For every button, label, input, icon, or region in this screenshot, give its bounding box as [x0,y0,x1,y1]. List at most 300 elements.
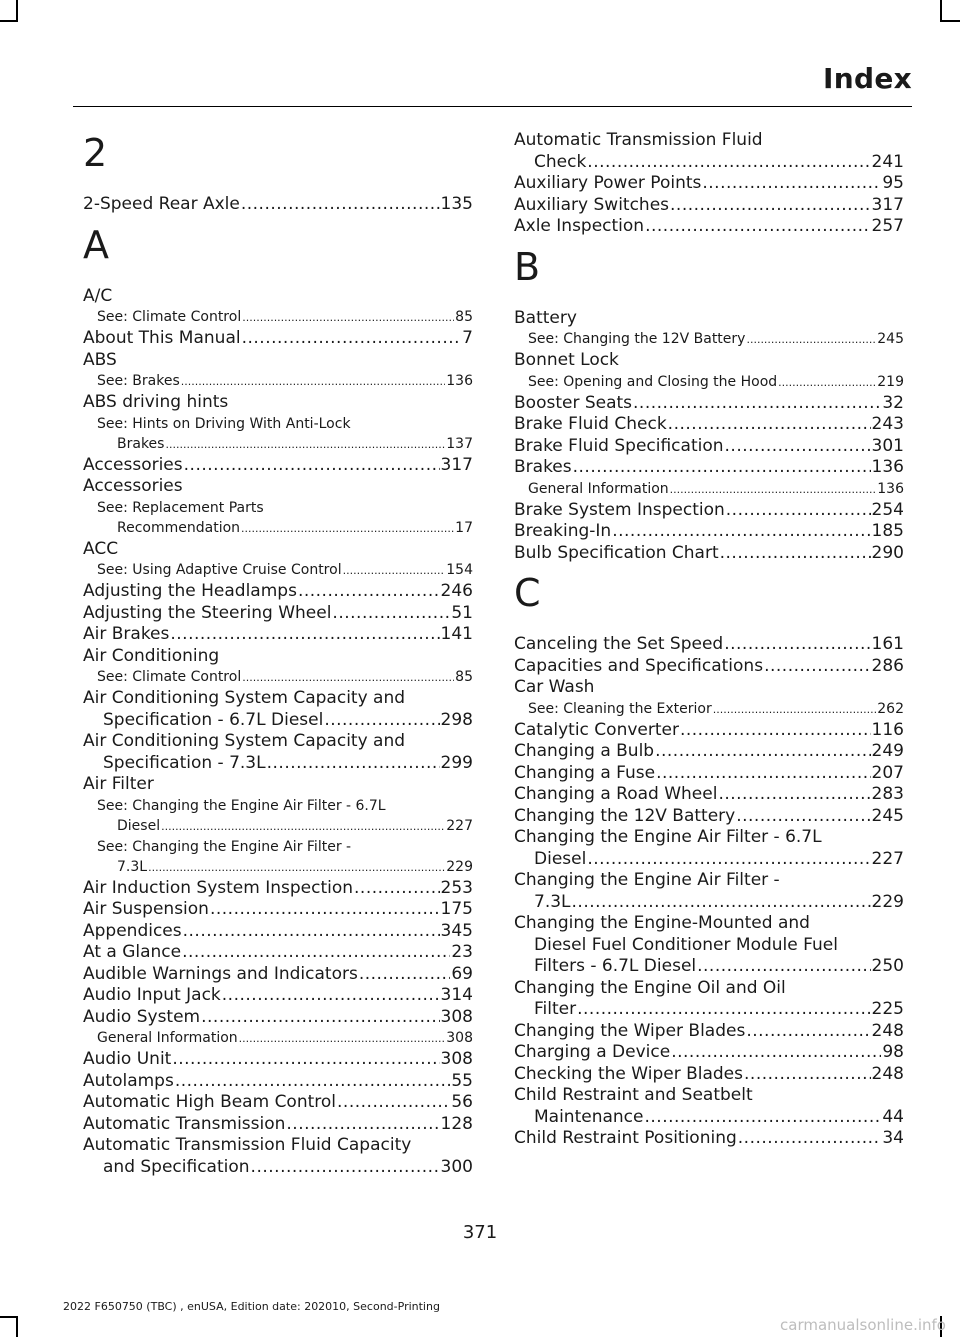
dot-leader [222,985,440,1007]
entry-line [97,667,473,688]
entry-line [514,656,904,678]
index-subentry[interactable] [83,1028,473,1049]
page-ref[interactable]: 98 [882,1042,904,1062]
entry-text: Specification - 7.3L [103,752,266,773]
index-entry[interactable] [83,603,473,625]
dot-leader [241,518,454,539]
index-entry[interactable] [514,870,904,913]
page-ref[interactable]: 44 [882,1106,904,1127]
entry-line [83,731,473,753]
entry-line [528,479,904,500]
entry-line [83,899,473,921]
index-entry[interactable] [83,1114,473,1136]
page-ref[interactable]: 253 [440,877,473,898]
page-ref[interactable]: 257 [871,216,904,236]
dot-leader [702,173,881,195]
index-entry[interactable] [83,942,473,964]
index-entry[interactable] [514,763,904,785]
dot-leader [181,371,446,392]
entry-text: Maintenance [534,1106,644,1127]
entry-text: Brake Fluid Specification [514,435,724,456]
entry-line [514,827,904,849]
entry-line [514,784,904,806]
entry-text: Changing the Engine Air Filter - 6.7L [514,827,822,847]
page-ref[interactable]: 301 [871,435,904,456]
index-entry[interactable] [514,1128,904,1150]
entry-line [97,434,473,455]
index-entry[interactable] [514,634,904,656]
index-subentry[interactable] [83,560,473,581]
page-ref[interactable]: 136 [877,480,904,497]
dot-leader [242,307,454,328]
dot-leader [251,1157,440,1179]
entry-line [83,985,473,1007]
index-entry[interactable] [514,195,904,217]
index-subentry[interactable] [83,667,473,688]
page-ref[interactable]: 317 [871,194,904,215]
crop-mark [16,0,18,22]
entry-line [528,372,904,393]
entry-text: Air Conditioning System Capacity and [83,688,406,708]
entry-line [514,1107,904,1129]
entry-line [97,414,473,434]
entry-line [97,837,473,857]
index-entry[interactable] [83,985,473,1007]
crop-mark [940,20,960,22]
entry-line [83,753,473,775]
entry-line [514,500,904,522]
index-entry[interactable] [514,500,904,522]
index-heading: Air Conditioning [83,645,220,666]
entry-line [514,457,904,479]
dot-leader [670,479,877,500]
index-subentry[interactable] [514,699,904,720]
index-entry[interactable] [83,328,473,350]
dot-leader [241,194,440,216]
dot-leader [242,328,462,350]
entry-text: Changing the Engine-Mounted and [514,913,810,933]
page-ref[interactable]: 85 [455,309,473,325]
page-ref[interactable]: 17 [455,519,473,536]
index-entry[interactable] [83,1007,473,1029]
entry-text: Automatic High Beam Control [83,1092,337,1112]
entry-line [514,436,904,458]
dot-leader [644,1107,881,1129]
page-ref[interactable]: 175 [440,899,473,919]
entry-line [97,518,473,539]
dot-leader [184,455,440,477]
entry-line [83,624,473,646]
page-ref[interactable]: 219 [877,373,904,390]
index-heading: Battery [514,307,577,328]
entry-text: 7.3L [117,858,148,875]
entry-line [83,455,473,477]
page-ref[interactable]: 300 [440,1156,473,1177]
entry-text: General Information [97,1030,238,1046]
entry-line [514,543,904,565]
index-entry[interactable] [83,688,473,731]
page-ref[interactable]: 229 [871,891,904,912]
entry-text: Auxiliary Power Points [514,173,702,193]
index-subentry[interactable] [83,307,473,328]
dot-leader [201,1007,439,1029]
entry-text: Canceling the Set Speed [514,634,724,654]
dot-leader [337,1092,450,1114]
index-entry[interactable] [514,173,904,195]
entry-line [514,1042,904,1064]
page-ref[interactable]: 161 [871,634,904,654]
entry-text: Air Suspension [83,899,209,919]
page-ref[interactable]: 55 [451,1070,473,1091]
dot-leader [242,667,454,688]
dot-leader [165,434,445,455]
page-ref[interactable]: 248 [871,1020,904,1041]
page-ref[interactable]: 185 [871,521,904,541]
index-entry[interactable] [83,624,473,646]
dot-leader [161,816,445,837]
entry-text: Changing a Fuse [514,762,656,783]
edition-footer: 2022 F650750 (TBC) , enUSA, Edition date: 202010, Second-Printing [63,1300,440,1313]
entry-text: Adjusting the Headlamps [83,581,297,601]
index-entry[interactable] [83,964,473,986]
entry-text: Air Induction System Inspection [83,877,354,898]
page-ref[interactable]: 207 [871,762,904,783]
page-ref[interactable]: 128 [440,1113,473,1134]
entry-line [514,978,904,1000]
entry-line [83,1049,473,1071]
page-ref[interactable]: 299 [440,752,473,773]
entry-line [97,498,473,518]
page-ref[interactable]: 246 [440,581,473,601]
entry-text: Checking the Wiper Blades [514,1063,744,1084]
crop-mark [0,1316,18,1318]
dot-leader [587,152,870,174]
index-entry[interactable] [83,899,473,921]
page-ref[interactable]: 135 [440,194,473,214]
page-ref[interactable]: 245 [871,805,904,826]
section-letter: A [83,222,109,267]
entry-text: Accessories [83,454,183,475]
page-ref[interactable]: 314 [440,985,473,1005]
index-entry[interactable] [83,921,473,943]
index-subentry[interactable] [514,329,904,350]
page-ref[interactable]: 7 [462,328,473,348]
entry-text: 2-Speed Rear Axle [83,194,240,214]
index-entry[interactable] [83,1135,473,1178]
entry-line [514,152,904,174]
entry-text: General Information [528,480,669,497]
page-ref[interactable]: 308 [440,1049,473,1069]
page-ref[interactable]: 56 [451,1092,473,1112]
page-ref[interactable]: 254 [871,499,904,520]
dot-leader [736,806,870,828]
dot-leader [724,634,870,656]
index-heading: ACC [83,538,119,559]
index-heading: ABS driving hints [83,392,229,412]
entry-text: Changing the 12V Battery [514,805,736,826]
entry-line [514,999,904,1021]
index-entry[interactable] [83,581,473,603]
entry-text: Check [534,151,587,172]
index-entry[interactable] [514,414,904,436]
page-ref[interactable]: 154 [446,562,473,578]
section-letter: B [514,244,541,289]
index-entry[interactable] [83,1071,473,1093]
page-ref[interactable]: 227 [446,817,473,834]
entry-text: Brake Fluid Check [514,414,667,434]
page-ref[interactable]: 250 [871,956,904,976]
entry-text: Audio Unit [83,1049,172,1069]
entry-text: Adjusting the Steering Wheel [83,602,332,623]
entry-text: Automatic Transmission Fluid Capacity [83,1135,412,1155]
page-ref[interactable]: 136 [871,457,904,477]
index-entry[interactable] [514,543,904,565]
entry-line [514,956,904,978]
index-entry[interactable] [514,1064,904,1086]
entry-text: Bulb Specification Chart [514,542,719,563]
entry-text: See: Opening and Closing the Hood [528,373,778,390]
page-ref[interactable]: 229 [446,858,473,875]
page-number: 371 [462,1222,498,1243]
entry-text: See: Cleaning the Exterior [528,700,712,717]
dot-leader [182,942,450,964]
index-entry[interactable] [514,720,904,742]
index-column-left [83,130,473,1178]
crop-mark [0,20,18,22]
entry-text: Capacities and Specifications [514,655,764,676]
entry-text: Audible Warnings and Indicators [83,963,358,984]
dot-leader [713,699,877,720]
entry-text: Auxiliary Switches [514,194,670,215]
index-entry[interactable] [83,878,473,900]
index-entry[interactable] [514,741,904,763]
entry-line [514,173,904,195]
page-ref[interactable]: 249 [871,741,904,761]
entry-line [83,603,473,625]
page-ref[interactable]: 283 [871,784,904,804]
index-entry[interactable] [83,455,473,477]
entry-line [514,393,904,415]
entry-text: 7.3L [534,891,571,912]
dot-leader [577,999,870,1021]
dot-leader [343,560,446,581]
entry-text: Filter [534,999,577,1019]
index-entry[interactable] [514,1021,904,1043]
entry-line [97,307,473,328]
dot-leader [680,720,871,742]
index-entry[interactable] [514,806,904,828]
page-ref[interactable]: 23 [451,942,473,962]
dot-leader [573,457,871,479]
dot-leader [210,899,440,921]
page-ref[interactable]: 95 [882,173,904,193]
index-entry[interactable] [83,1049,473,1071]
page-ref[interactable]: 290 [871,542,904,563]
entry-text: About This Manual [83,328,241,348]
entry-line [514,892,904,914]
dot-leader [671,1042,881,1064]
entry-text: Specification - 6.7L Diesel [103,709,324,730]
dot-leader [655,741,870,763]
entry-line [514,414,904,436]
index-subentry[interactable] [83,414,473,455]
dot-leader [612,521,870,543]
page-ref[interactable]: 241 [871,151,904,172]
entry-text: Changing a Bulb [514,741,655,761]
entry-line [514,806,904,828]
index-subentry[interactable] [83,796,473,837]
page-ref[interactable]: 32 [882,392,904,413]
index-heading: Air Filter [83,774,154,794]
index-entry[interactable] [83,731,473,774]
page-ref[interactable]: 136 [446,373,473,389]
page-ref[interactable]: 51 [451,602,473,623]
index-entry[interactable] [514,216,904,238]
entry-line [83,688,473,710]
page-ref[interactable]: 137 [446,435,473,452]
page-ref[interactable]: 85 [455,669,473,685]
index-subentry[interactable] [514,372,904,393]
entry-text: and Specification [103,1156,250,1177]
crop-mark [940,0,942,22]
entry-text: Changing the Wiper Blades [514,1020,746,1041]
page-ref[interactable]: 317 [440,454,473,475]
dot-leader [175,1071,451,1093]
entry-line [514,1085,904,1107]
page-ref[interactable]: 225 [871,999,904,1019]
page-ref[interactable]: 141 [440,624,473,644]
entry-line [83,581,473,603]
entry-line [83,710,473,732]
index-entry[interactable] [514,784,904,806]
entry-line [514,216,904,238]
entry-line [97,796,473,816]
entry-text: Child Restraint and Seatbelt [514,1085,753,1105]
dot-leader [183,921,440,943]
dot-leader [359,964,451,986]
index-entry[interactable] [514,978,904,1021]
index-entry[interactable] [514,827,904,870]
page-ref[interactable]: 69 [451,963,473,984]
entry-line [514,1128,904,1150]
entry-line [514,634,904,656]
entry-text: See: Changing the 12V Battery [528,331,746,347]
dot-leader [746,1021,870,1043]
entry-line [97,816,473,837]
entry-line [97,857,473,878]
entry-text: Autolamps [83,1070,174,1091]
dot-leader [697,956,870,978]
entry-text: Air Conditioning System Capacity and [83,731,406,751]
entry-line [528,699,904,720]
entry-text: Child Restraint Positioning [514,1128,737,1148]
watermark: carmanualsonline.info [780,1316,946,1334]
index-entry[interactable] [514,130,904,173]
index-entry[interactable] [514,913,904,978]
index-subentry[interactable] [83,498,473,539]
dot-leader [645,216,870,238]
entry-line [514,741,904,763]
index-entry[interactable] [514,521,904,543]
index-entry[interactable] [514,436,904,458]
dot-leader [148,857,445,878]
page-ref[interactable]: 245 [877,331,904,347]
entry-line [83,964,473,986]
entry-text: Breaking-In [514,521,612,541]
page-ref[interactable]: 298 [440,709,473,730]
entry-text: Appendices [83,920,182,941]
section-letter: C [514,571,541,615]
dot-leader [778,372,876,393]
entry-line [514,849,904,871]
dot-leader [239,1028,446,1049]
index-subentry[interactable] [83,837,473,878]
entry-line [514,521,904,543]
index-subentry[interactable] [83,371,473,392]
entry-text: Audio System [83,1006,201,1027]
entry-line [83,1135,473,1157]
entry-text: See: Brakes [97,373,180,389]
index-entry[interactable] [514,656,904,678]
entry-line [83,194,473,216]
page-ref[interactable]: 308 [440,1006,473,1027]
dot-leader [744,1064,871,1086]
header-rule [73,106,912,107]
dot-leader [286,1114,439,1136]
entry-line [83,1071,473,1093]
dot-leader [764,656,870,678]
entry-text: Changing the Engine Oil and Oil [514,977,786,998]
index-subentry[interactable] [514,479,904,500]
dot-leader [746,329,876,350]
index-entry[interactable] [83,1092,473,1114]
entry-text: Automatic Transmission Fluid [514,130,763,150]
entry-text: See: Climate Control [97,669,242,685]
dot-leader [298,581,440,603]
entry-text: Audio Input Jack [83,985,221,1005]
page-ref[interactable]: 345 [440,920,473,941]
index-heading: Car Wash [514,677,595,697]
index-entry[interactable] [514,1085,904,1128]
entry-text: Brake System Inspection [514,499,725,520]
page-ref[interactable]: 248 [871,1063,904,1084]
index-entry[interactable] [514,457,904,479]
entry-text: Brakes [117,435,165,452]
entry-line [514,1064,904,1086]
dot-leader [354,878,440,900]
entry-text: At a Glance [83,942,182,962]
index-entry[interactable] [514,1042,904,1064]
section-letter: 2 [83,131,108,175]
entry-line [83,942,473,964]
entry-line [97,371,473,392]
page-ref[interactable]: 116 [871,719,904,740]
page-ref[interactable]: 34 [882,1128,904,1148]
entry-line [83,921,473,943]
index-entry[interactable] [83,194,473,216]
index-heading: A/C [83,285,113,306]
page-ref[interactable]: 243 [871,414,904,434]
entry-text: Recommendation [117,519,241,536]
page-ref[interactable]: 227 [871,848,904,869]
index-entry[interactable] [514,393,904,415]
page-ref[interactable]: 262 [877,700,904,717]
page-ref[interactable]: 308 [446,1030,473,1046]
dot-leader [587,849,870,871]
entry-line [83,1157,473,1179]
page-title: Index [823,62,912,95]
page-ref[interactable]: 286 [871,655,904,676]
